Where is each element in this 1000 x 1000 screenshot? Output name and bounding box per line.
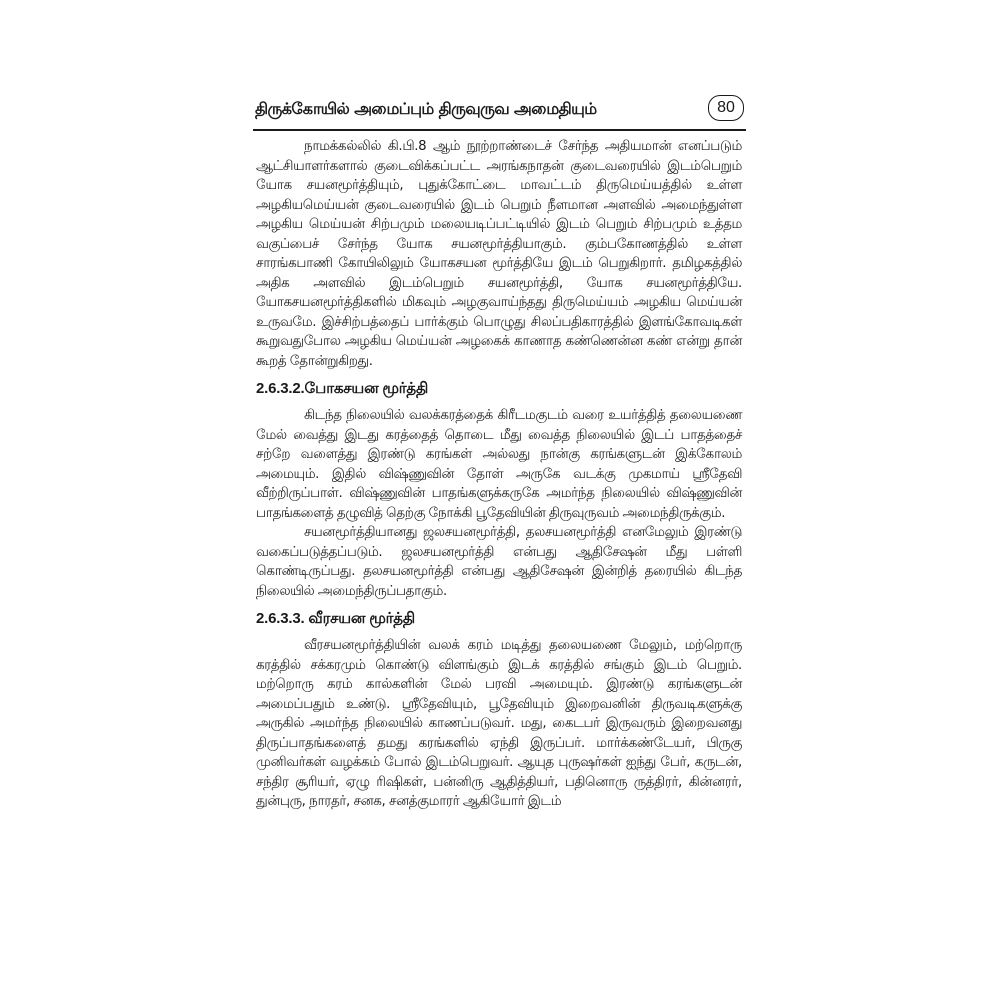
paragraph-bogasayana-description: கிடந்த நிலையில் வலக்கரத்தைக் கிரீடமகுடம் வரை உயர்த்தித் தலையணை மேல் வைத்து இடது கரத்தைத் தொடை மீது வைத்த நிலையில் இடப் பாதத்தைச் சற்றே வளைத்து இரண்டு கரங்கள் அல்லது நான்கு கரங்களுடன் இக்கோலம் அமையும். இதில் விஷ்ணுவின் தோள் அருகே வடக்கு முகமாய் ஸ்ரீதேவி வீற்றிருப்பாள். விஷ்ணுவின் பாதங்களுக்கருகே அமர்ந்த நிலையில் விஷ்ணுவின் பாதங்களைத் தழுவித் தெற்கு நோக்கி பூதேவியின் திருவுருவம் அமைந்திருக்கும். [256,408,742,521]
page-header [253,93,746,131]
paragraph-veerasayana-description: வீரசயனமூர்த்தியின் வலக் கரம் மடித்து தலையணை மேலும், மற்றொரு கரத்தில் சக்கரமும் கொண்டு விளங்கும் இடக் கரத்தில் சங்கும் இடம் பெறும். மற்றொரு கரம் கால்களின் மேல் பரவி அமையும். இரண்டு கரங்களுடன் அமைப்பதும் உண்டு. ஸ்ரீதேவியும், பூதேவியும் இறைவனின் திருவடிகளுக்கு அருகில் அமர்ந்த நிலையில் காணப்படுவர். மது, கைடபர் இருவரும் இறைவனது திருப்பாதங்களைத் தமது கரங்களில் ஏந்தி இருப்பர். மார்க்கண்டேயர், பிருகு முனிவர்கள் வழக்கம் போல் இடம்பெறுவர். ஆயுத புருஷர்கள் ஐந்து பேர், கருடன், சந்திர சூரியர், ஏழு ரிஷிகள், பன்னிரு ஆதித்தியர், பதினொரு ருத்திரர், கின்னரர், துன்புரு, நாரதர், சனக, சனத்குமாரர் ஆகியோர் இடம் [256,638,742,809]
paragraph-yoga-sayana-examples: நாமக்கல்லில் கி.பி.8 ஆம் நூற்றாண்டைச் சேர்ந்த அதியமான் எனப்படும் ஆட்சியாளர்களால் குடைவிக்கப்பட்ட அரங்கநாதன் குடைவரையில் இடம்பெறும் யோக சயனமூர்த்தியும், புதுக்கோட்டை மாவட்டம் திருமெய்யத்தில் உள்ள அழகியமெய்யன் குடைவரையில் இடம் பெறும் நீளமான அளவில் அமைந்துள்ள அழகிய மெய்யன் சிற்பமும் மலையடிப்பட்டியில் இடம் பெறும் சிற்பமும் உத்தம வகுப்பைச் சேர்ந்த யோக சயனமூர்த்தியாகும். கும்பகோணத்தில் உள்ள சாரங்கபாணி கோயிலிலும் யோகசயன மூர்த்தியே இடம் பெறுகிறார். தமிழகத்தில் அதிக அளவில் இடம்பெறும் சயனமூர்த்தி, யோக சயனமூர்த்தியே. யோகசயனமூர்த்திகளில் மிகவும் அழகுவாய்ந்தது திருமெய்யம் அழகிய மெய்யன் உருவமே. இச்சிற்பத்தைப் பார்க்கும் பொழுது சிலப்பதிகாரத்தில் இளங்கோவடிகள் கூறுவதுபோல அழகிய மெய்யன் அழகைக் காணாத கண்ணென்ன கண் என்று தான் கூறத் தோன்றுகிறது. [256,139,742,369]
page-body [256,137,742,812]
section-heading-veerasayana [256,608,742,630]
section-number: 2.6.3.2. [256,380,305,397]
section-title: வீரசயன மூர்த்தி [308,610,415,627]
section-heading-bogasayana [256,378,742,400]
page-number: 80 [708,95,744,121]
section-number: 2.6.3.3. [256,610,305,627]
running-title: திருக்கோயில் அமைப்பும் திருவுருவ அமைதியும் [255,99,597,118]
paragraph-jala-thala-sayana: சயனமூர்த்தியானது ஜலசயனமூர்த்தி, தலசயனமூர்த்தி எனமேலும் இரண்டு வகைப்படுத்தப்படும். ஜலசயனமூர்த்தி என்பது ஆதிசேஷன் மீது பள்ளி கொண்டிருப்பது. தலசயனமூர்த்தி என்பது ஆதிசேஷன் இன்றித் தரையில் கிடந்த நிலையில் அமைந்திருப்பதாகும். [256,525,742,599]
section-title: போகசயன மூர்த்தி [304,380,429,397]
